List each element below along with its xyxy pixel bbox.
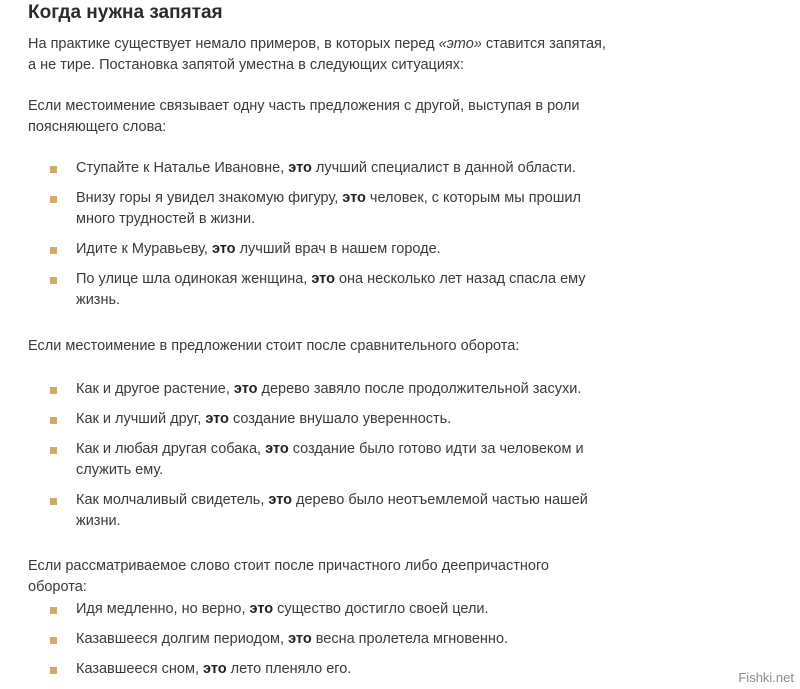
list-item: Как и любая другая собака, это создание было готово идти за человеком и служить ему.	[76, 441, 584, 478]
list-item: Идите к Муравьеву, это лучший врач в нашем городе.	[76, 241, 441, 257]
intro-text-end: ставится запятая, а не тире. Постановка запятой уместна в следующих ситуациях:	[28, 36, 606, 73]
list-item: Казавшееся сном, это лето пленяло его.	[76, 661, 352, 677]
intro-text: На практике существует немало примеров, в которых перед	[28, 36, 439, 52]
bullet-icon	[50, 247, 57, 254]
list-item: Как и другое растение, это дерево завяло после продолжительной засухи.	[76, 381, 582, 397]
list-item: Внизу горы я увидел знакомую фигуру, это человек, с которым мы прошил много трудностей в жизни.	[76, 190, 581, 227]
list-item: Казавшееся долгим периодом, это весна пролетела мгновенно.	[76, 631, 509, 647]
section-heading: Если рассматриваемое слово стоит после причастного либо деепричастного оборота:	[28, 558, 549, 595]
list-item: Как молчаливый свидетель, это дерево было неотъемлемой частью нашей жизни.	[76, 492, 588, 529]
bullet-icon	[50, 387, 57, 394]
intro-paragraph	[28, 34, 608, 76]
bullet-icon	[50, 667, 57, 674]
page-title: Когда нужна запятая	[28, 2, 223, 23]
list-item: По улице шла одинокая женщина, это она несколько лет назад спасла ему жизнь.	[76, 271, 586, 308]
bullet-icon	[50, 498, 57, 505]
watermark: Fishki.net	[738, 670, 794, 685]
bullet-icon	[50, 447, 57, 454]
list-item: Как и лучший друг, это создание внушало уверенность.	[76, 411, 452, 427]
bullet-icon	[50, 417, 57, 424]
section-heading: Если местоимение связывает одну часть предложения с другой, выступая в роли поясняющего слова:	[28, 98, 580, 135]
bullet-icon	[50, 277, 57, 284]
list-item: Ступайте к Наталье Ивановне, это лучший специалист в данной области.	[76, 160, 576, 176]
bullet-icon	[50, 607, 57, 614]
bullet-icon	[50, 166, 57, 173]
bullet-icon	[50, 637, 57, 644]
intro-italic: «это»	[438, 36, 482, 52]
list-item: Идя медленно, но верно, это существо достигло своей цели.	[76, 601, 489, 617]
section-heading: Если местоимение в предложении стоит после сравнительного оборота:	[28, 338, 520, 354]
bullet-icon	[50, 196, 57, 203]
